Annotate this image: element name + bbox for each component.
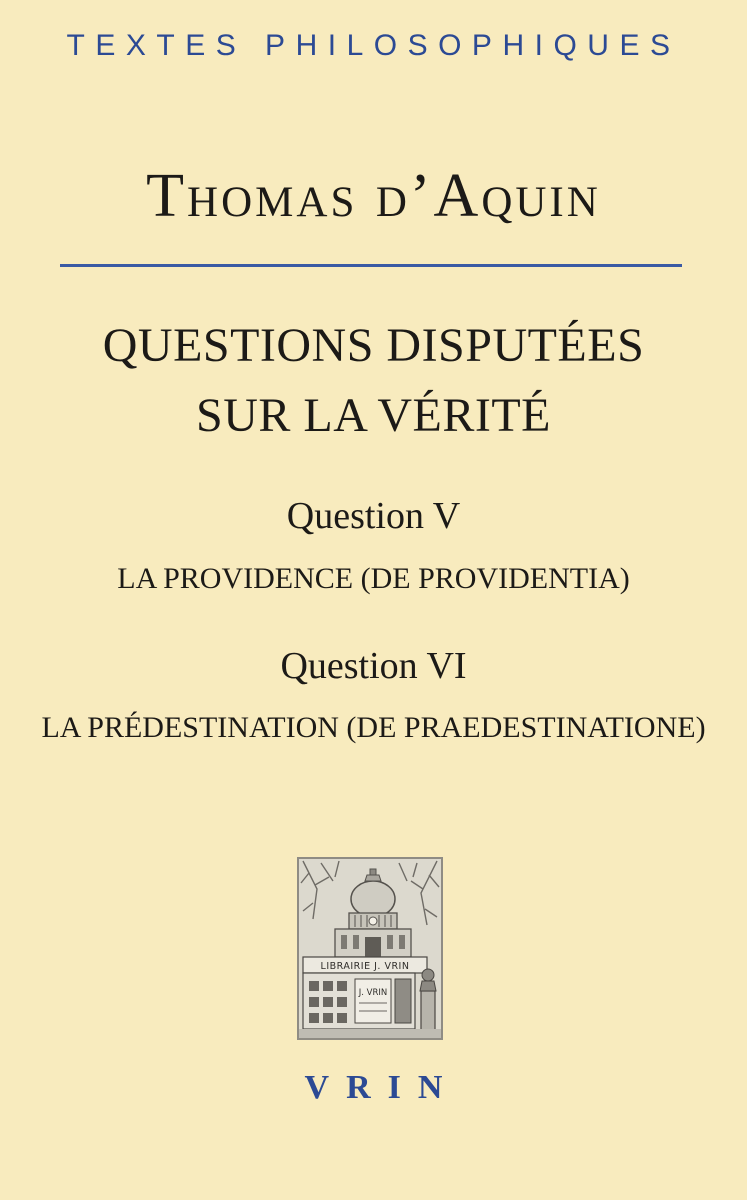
author-name: Thomas d’Aquin: [146, 162, 601, 230]
series-title: TEXTES PHILOSOPHIQUES: [66, 29, 681, 62]
divider-rule: [60, 264, 682, 267]
publisher-emblem-illustration: [297, 857, 443, 1040]
question-5-label: Question V: [286, 495, 461, 537]
question-5-subtitle: LA PROVIDENCE (DE PROVIDENTIA): [117, 562, 630, 595]
emblem-shop-text: J. VRIN: [358, 988, 388, 998]
publisher-name: VRIN: [304, 1069, 460, 1106]
book-title-line-1: QUESTIONS DISPUTÉES: [102, 319, 645, 372]
question-6-label: Question VI: [280, 645, 467, 687]
question-6-subtitle: LA PRÉDESTINATION (DE PRAEDESTINATIONE): [41, 711, 706, 744]
emblem-sign-text: LIBRAIRIE J. VRIN: [320, 961, 410, 972]
book-title-line-2: SUR LA VÉRITÉ: [196, 389, 551, 442]
